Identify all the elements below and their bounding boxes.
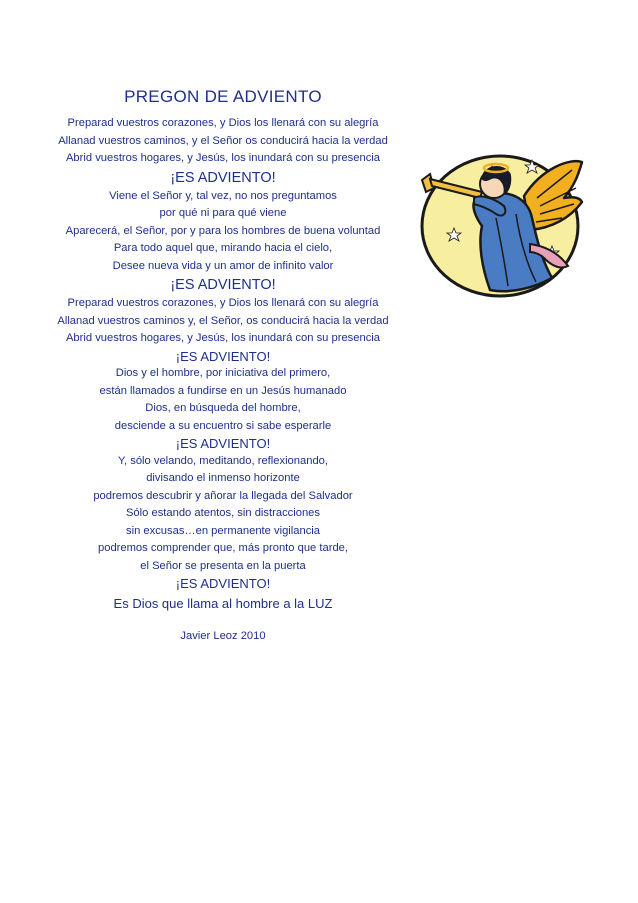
refrain: ¡ES ADVIENTO! [175, 576, 271, 591]
poem-line: Dios y el hombre, por iniciativa del primero, [115, 367, 331, 379]
poem-line: sin excusas…en permanente vigilancia [125, 524, 321, 537]
poem-line: Allanad vuestros caminos, y el Señor os conducirá hacia la verdad [58, 134, 388, 147]
poem-line: Sólo estando atentos, sin distracciones [125, 507, 321, 519]
poem-line: están llamados a fundirse en un Jesús humanado [99, 384, 347, 397]
refrain: ¡ES ADVIENTO! [170, 277, 276, 293]
closing-line: Es Dios que llama al hombre a la LUZ [113, 595, 333, 611]
poem-line: Abrid vuestros hogares, y Jesús, los inundará con su presencia [65, 152, 381, 164]
poem-line: desciende a su encuentro si sabe esperarle [114, 419, 332, 432]
poem-line: Y, sólo velando, meditando, reflexionando, [117, 454, 328, 467]
refrain: ¡ES ADVIENTO! [170, 169, 276, 186]
poem-line: Desee nueva vida y un amor de infinito valor [112, 259, 334, 272]
angel-trumpet-icon [412, 148, 592, 308]
poem-line: Para todo aquel que, mirando hacia el cielo, [113, 242, 333, 254]
poem-line: Allanad vuestros caminos y, el Señor, os conducirá hacia la verdad [57, 314, 389, 327]
stanza-1 [28, 115, 418, 168]
poem-line: Dios, en búsqueda del hombre, [145, 402, 301, 414]
poem-line: Abrid vuestros hogares, y Jesús, los inundará con su presencia [65, 332, 381, 344]
poem-line: divisando el inmenso horizonte [146, 472, 300, 484]
poem-line: podremos descubrir y añorar la llegada del Salvador [93, 489, 353, 502]
poem-line: por qué ni para qué viene [159, 207, 287, 219]
poem-line: Aparecerá, el Señor, por y para los hombres de buena voluntad [65, 224, 381, 237]
stanza-5 [28, 453, 418, 576]
poem-line: Viene el Señor y, tal vez, no nos preguntamos [109, 189, 337, 202]
poem-title: PREGON DE ADVIENTO [124, 87, 322, 106]
poem-line: podremos comprender que, más pronto que tarde, [98, 542, 348, 554]
stanza-4 [28, 365, 418, 435]
author: Javier Leoz 2010 [180, 629, 266, 642]
refrain: ¡ES ADVIENTO! [175, 348, 271, 364]
poem-line: Preparad vuestros corazones, y Dios los llenará con su alegría [67, 297, 379, 309]
poem [28, 86, 418, 644]
poem-line: el Señor se presenta en la puerta [140, 559, 306, 572]
stanza-2 [28, 188, 418, 276]
poem-line: Preparad vuestros corazones, y Dios los llenará con su alegría [67, 117, 379, 129]
stanza-3 [28, 295, 418, 348]
refrain: ¡ES ADVIENTO! [175, 436, 271, 451]
